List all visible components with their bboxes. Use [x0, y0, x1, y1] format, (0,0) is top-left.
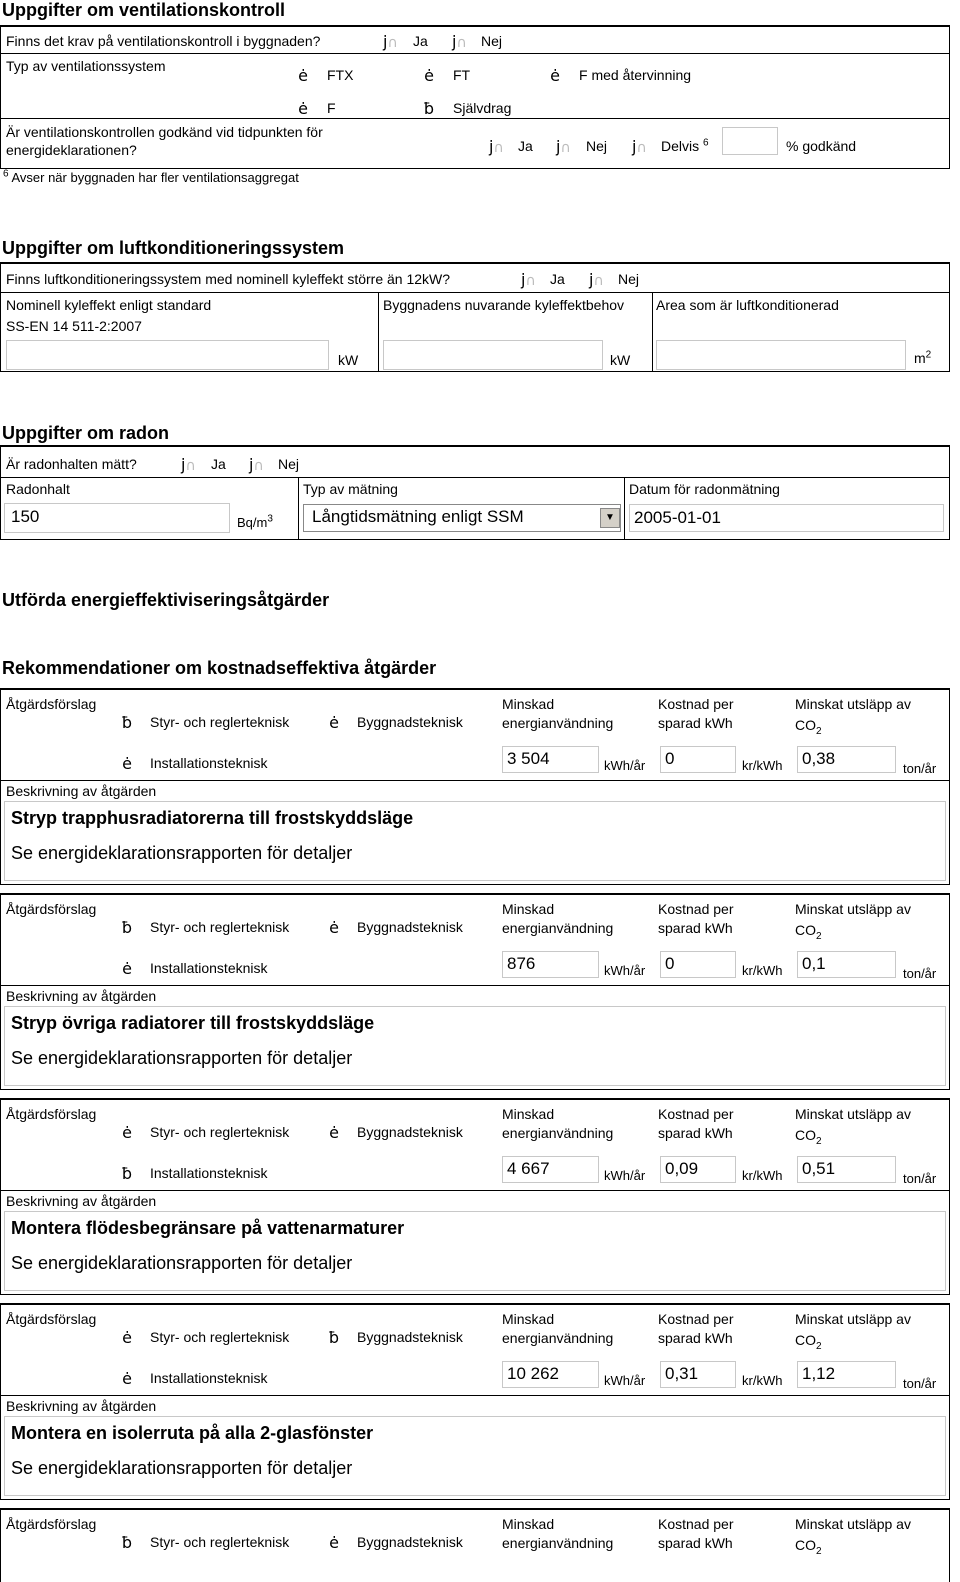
- radon-level-label: Radonhalt: [6, 481, 70, 497]
- emission-unit: ton/år: [903, 761, 937, 776]
- inst-label: Installationsteknisk: [150, 1165, 268, 1181]
- vent-type-f-label: F: [327, 100, 336, 116]
- reduced-label-1: Minskad: [502, 901, 555, 917]
- emission-unit: ton/år: [903, 1171, 937, 1186]
- ac-exists-ja-label: Ja: [550, 271, 565, 287]
- divider: [0, 1395, 950, 1396]
- inst-checkbox[interactable]: ė: [122, 754, 132, 773]
- proposal-label: Åtgärdsförslag: [6, 1311, 97, 1327]
- measure-title: Montera flödesbegränsare på vattenarmaturer: [11, 1218, 405, 1238]
- vent-approved-nej[interactable]: j∩: [556, 137, 571, 156]
- vent-approved-delvis-label: Delvis $^6$: [661, 137, 709, 154]
- proposal-label: Åtgärdsförslag: [6, 1106, 97, 1122]
- energy-input[interactable]: 4 667: [502, 1156, 599, 1183]
- emission-input[interactable]: 0,51: [797, 1156, 896, 1183]
- reduced-label-1: Minskad: [502, 696, 555, 712]
- vent-type-label: Typ av ventilationssystem: [6, 58, 166, 74]
- divider: [949, 118, 950, 168]
- ac-exists-question: Finns luftkonditioneringssystem med nominell kyleffekt större än 12kW?: [6, 271, 451, 287]
- ac-col3-label: Area som är luftkonditionerad: [656, 297, 839, 313]
- cost-label-2: sparad kWh: [658, 1330, 733, 1346]
- measure-detail: Se energideklarationsrapporten för detaljer: [11, 1458, 353, 1478]
- energy-unit: kWh/år: [604, 1373, 646, 1388]
- divider: [0, 292, 950, 293]
- radon-type-label: Typ av mätning: [303, 481, 398, 497]
- bygg-checkbox[interactable]: ė: [329, 713, 339, 732]
- vent-approved-nej-label: Nej: [586, 138, 608, 154]
- ventilation-title: Uppgifter om ventilationskontroll: [2, 0, 286, 20]
- vent-required-ja[interactable]: j∩: [383, 32, 398, 51]
- cost-label-2: sparad kWh: [658, 920, 733, 936]
- cost-label-1: Kostnad per: [658, 901, 734, 917]
- emission-input[interactable]: 1,12: [797, 1361, 896, 1388]
- ac-nominal-unit: kW: [338, 352, 359, 368]
- ac-title: Uppgifter om luftkonditioneringssystem: [2, 238, 345, 258]
- radon-type-select[interactable]: Långtidsmätning enligt SSM: [303, 504, 621, 532]
- vent-type-f-checkbox[interactable]: ė: [298, 99, 308, 118]
- styr-checkbox[interactable]: ƀ: [121, 1533, 133, 1552]
- bygg-label: Byggnadsteknisk: [357, 1124, 463, 1140]
- ac-col1-label-2: SS-EN 14 511-2:2007: [6, 318, 142, 334]
- inst-label: Installationsteknisk: [150, 1370, 268, 1386]
- cost-input[interactable]: 0: [660, 951, 736, 978]
- energy-unit: kWh/år: [604, 758, 646, 773]
- emission-label-2: $CO_2$: [795, 922, 822, 942]
- vent-footnote: $^6$ Avser när byggnaden har fler ventilationsaggregat: [3, 168, 299, 185]
- vent-approved-question-2: energideklarationen?: [6, 142, 137, 158]
- recommendations-title: Rekommendationer om kostnadseffektiva åtgärder: [2, 658, 437, 678]
- cost-label-2: sparad kWh: [658, 715, 733, 731]
- cost-label-2: sparad kWh: [658, 1535, 733, 1551]
- description-label: Beskrivning av åtgärden: [6, 1398, 157, 1414]
- description-textarea[interactable]: [4, 1416, 946, 1496]
- ac-exists-nej-label: Nej: [618, 271, 640, 287]
- measure-detail: Se energideklarationsrapporten för detaljer: [11, 1048, 353, 1068]
- radon-measured-ja-label: Ja: [211, 456, 226, 472]
- reduced-label-1: Minskad: [502, 1106, 555, 1122]
- reduced-label-2: energianvändning: [502, 1125, 614, 1141]
- divider: [0, 1508, 950, 1510]
- ac-current-input[interactable]: [383, 340, 603, 370]
- emission-label-1: Minskat utsläpp av: [795, 1106, 911, 1122]
- radon-title: Uppgifter om radon: [2, 423, 169, 443]
- description-label: Beskrivning av åtgärden: [6, 988, 157, 1004]
- divider: [0, 118, 950, 119]
- bygg-checkbox[interactable]: ė: [329, 1123, 339, 1142]
- divider: [298, 477, 299, 540]
- inst-label: Installationsteknisk: [150, 960, 268, 976]
- ac-col1-label-1: Nominell kyleffekt enligt standard: [6, 297, 212, 313]
- description-textarea[interactable]: [4, 1211, 946, 1291]
- styr-label: Styr- och reglerteknisk: [150, 919, 290, 935]
- vent-type-ft-label: FT: [453, 67, 471, 83]
- bygg-checkbox[interactable]: ƀ: [328, 1328, 340, 1347]
- inst-label: Installationsteknisk: [150, 755, 268, 771]
- cost-label-2: sparad kWh: [658, 1125, 733, 1141]
- bygg-label: Byggnadsteknisk: [357, 714, 463, 730]
- divider: [0, 1508, 1, 1582]
- measure-title: Stryp övriga radiatorer till frostskyddsläge: [11, 1013, 375, 1033]
- ac-col2-label: Byggnadens nuvarande kyleffektbehov: [383, 297, 625, 313]
- styr-checkbox[interactable]: ė: [122, 1328, 132, 1347]
- description-textarea[interactable]: [4, 1006, 946, 1086]
- bygg-label: Byggnadsteknisk: [357, 1329, 463, 1345]
- vent-type-fatervinning-label: F med återvinning: [579, 67, 692, 83]
- bygg-checkbox[interactable]: ė: [329, 1533, 339, 1552]
- vent-percent-label: % godkänd: [786, 138, 857, 154]
- cost-label-1: Kostnad per: [658, 1106, 734, 1122]
- energy-input[interactable]: 876: [502, 951, 599, 978]
- measure-title: Stryp trapphusradiatorerna till frostskyddsläge: [11, 808, 414, 828]
- radon-measured-nej-label: Nej: [278, 456, 300, 472]
- vent-approved-percent-input[interactable]: [722, 127, 778, 155]
- description-label: Beskrivning av åtgärden: [6, 783, 157, 799]
- vent-type-sjalvdrag-checkbox[interactable]: ƀ: [423, 99, 435, 118]
- vent-type-ftx-label: FTX: [327, 67, 354, 83]
- styr-checkbox[interactable]: ė: [122, 1123, 132, 1142]
- vent-approved-question-1: Är ventilationskontrollen godkänd vid tidpunkten för: [6, 124, 323, 140]
- cost-label-1: Kostnad per: [658, 696, 734, 712]
- cost-unit: kr/kWh: [742, 963, 783, 978]
- measure-title: Montera en isolerruta på alla 2-glasfönster: [11, 1423, 374, 1443]
- energy-unit: kWh/år: [604, 963, 646, 978]
- reduced-label-2: energianvändning: [502, 715, 614, 731]
- cost-label-1: Kostnad per: [658, 1311, 734, 1327]
- styr-label: Styr- och reglerteknisk: [150, 1124, 290, 1140]
- vent-required-nej-label: Nej: [481, 33, 503, 49]
- cost-unit: kr/kWh: [742, 1373, 783, 1388]
- divider: [652, 292, 653, 372]
- emission-label-2: $CO_2$: [795, 1537, 822, 1557]
- radon-date-label: Datum för radonmätning: [629, 481, 780, 497]
- emission-unit: ton/år: [903, 1376, 937, 1391]
- styr-label: Styr- och reglerteknisk: [150, 1534, 290, 1550]
- styr-label: Styr- och reglerteknisk: [150, 1329, 290, 1345]
- cost-input[interactable]: 0,31: [660, 1361, 736, 1388]
- description-textarea[interactable]: [4, 801, 946, 881]
- divider: [949, 1508, 950, 1582]
- divider: [0, 1190, 950, 1191]
- divider: [0, 985, 950, 986]
- energy-input[interactable]: 10 262: [502, 1361, 599, 1388]
- emission-label-2: $CO_2$: [795, 1127, 822, 1147]
- styr-checkbox[interactable]: ƀ: [121, 918, 133, 937]
- proposal-label: Åtgärdsförslag: [6, 1516, 97, 1532]
- vent-approved-delvis[interactable]: j∩: [632, 137, 647, 156]
- divider: [0, 118, 1, 168]
- reduced-label-1: Minskad: [502, 1311, 555, 1327]
- inst-checkbox[interactable]: ƀ: [121, 1164, 133, 1183]
- radon-measured-nej[interactable]: j∩: [249, 455, 264, 474]
- emission-input[interactable]: 0,38: [797, 746, 896, 773]
- cost-input[interactable]: 0: [660, 746, 736, 773]
- vent-approved-ja[interactable]: j∩: [489, 137, 504, 156]
- proposal-label: Åtgärdsförslag: [6, 901, 97, 917]
- emission-input[interactable]: 0,1: [797, 951, 896, 978]
- emission-label-1: Minskat utsläpp av: [795, 1311, 911, 1327]
- ac-area-input[interactable]: [656, 340, 906, 370]
- reduced-label-2: energianvändning: [502, 920, 614, 936]
- vent-type-ftx-checkbox[interactable]: ė: [298, 66, 308, 85]
- radon-measured-question: Är radonhalten mätt?: [6, 456, 137, 472]
- divider: [624, 477, 625, 540]
- emission-unit: ton/år: [903, 966, 937, 981]
- emission-label-2: $CO_2$: [795, 717, 822, 737]
- measure-detail: Se energideklarationsrapporten för detaljer: [11, 1253, 353, 1273]
- reduced-label-2: energianvändning: [502, 1330, 614, 1346]
- proposal-label: Åtgärdsförslag: [6, 696, 97, 712]
- divider: [0, 780, 950, 781]
- ac-exists-ja[interactable]: j∩: [521, 270, 536, 289]
- vent-required-question: Finns det krav på ventilationskontroll i byggnaden?: [6, 33, 321, 49]
- divider: [0, 477, 950, 478]
- divider: [0, 168, 950, 169]
- cost-label-1: Kostnad per: [658, 1516, 734, 1532]
- energy-unit: kWh/år: [604, 1168, 646, 1183]
- description-label: Beskrivning av åtgärden: [6, 1193, 157, 1209]
- bygg-label: Byggnadsteknisk: [357, 919, 463, 935]
- radon-measured-ja[interactable]: j∩: [181, 455, 196, 474]
- performed-title: Utförda energieffektiviseringsåtgärder: [2, 590, 330, 610]
- divider: [378, 292, 379, 372]
- vent-required-nej[interactable]: j∩: [452, 32, 467, 51]
- styr-checkbox[interactable]: ƀ: [121, 713, 133, 732]
- emission-label-1: Minskat utsläpp av: [795, 696, 911, 712]
- vent-type-fatervinning-checkbox[interactable]: ė: [550, 66, 560, 85]
- chevron-down-icon[interactable]: ▼: [600, 508, 620, 528]
- inst-checkbox[interactable]: ė: [122, 959, 132, 978]
- cost-unit: kr/kWh: [742, 758, 783, 773]
- vent-required-ja-label: Ja: [413, 33, 428, 49]
- radon-level-input[interactable]: 150: [4, 503, 230, 533]
- emission-label-1: Minskat utsläpp av: [795, 1516, 911, 1532]
- styr-label: Styr- och reglerteknisk: [150, 714, 290, 730]
- vent-type-ft-checkbox[interactable]: ė: [424, 66, 434, 85]
- ac-exists-nej[interactable]: j∩: [589, 270, 604, 289]
- emission-label-2: $CO_2$: [795, 1332, 822, 1352]
- cost-input[interactable]: 0,09: [660, 1156, 736, 1183]
- ac-area-unit: $m^2$: [914, 349, 932, 366]
- inst-checkbox[interactable]: ė: [122, 1369, 132, 1388]
- vent-approved-ja-label: Ja: [518, 138, 533, 154]
- bygg-label: Byggnadsteknisk: [357, 1534, 463, 1550]
- divider: [0, 53, 950, 54]
- measure-detail: Se energideklarationsrapporten för detaljer: [11, 843, 353, 863]
- ac-nominal-input[interactable]: [6, 340, 329, 370]
- ac-current-unit: kW: [610, 352, 631, 368]
- vent-type-sjalvdrag-label: Självdrag: [453, 100, 512, 116]
- reduced-label-1: Minskad: [502, 1516, 555, 1532]
- energy-input[interactable]: 3 504: [502, 746, 599, 773]
- radon-level-unit: $Bq/m^3$: [237, 513, 273, 530]
- radon-date-input[interactable]: 2005-01-01: [629, 504, 944, 532]
- bygg-checkbox[interactable]: ė: [329, 918, 339, 937]
- cost-unit: kr/kWh: [742, 1168, 783, 1183]
- reduced-label-2: energianvändning: [502, 1535, 614, 1551]
- emission-label-1: Minskat utsläpp av: [795, 901, 911, 917]
